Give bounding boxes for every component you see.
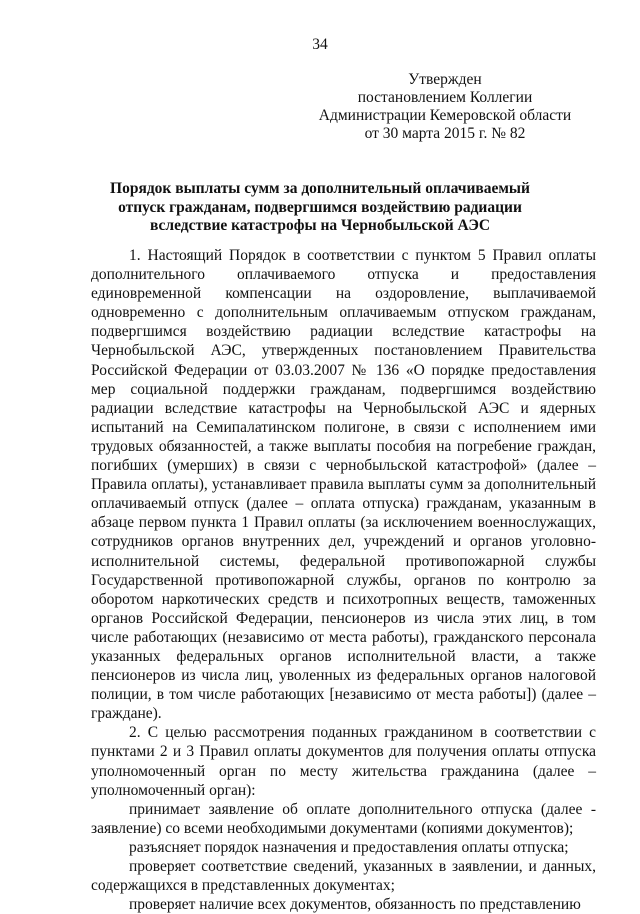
paragraph-item: проверяет наличие всех документов, обязанность по представлению [129,896,581,914]
approval-line: Администрации Кемеровской области [318,107,572,124]
document-body [91,246,596,914]
approval-block [300,71,590,143]
paragraph-1: 1. Настоящий Порядок в соответствии с пунктом 5 Правил оплаты дополнительного оплачиваемого отпуска и предоставления единовременной компенсации на оздоровление, выплачиваемой одновременно с дополнительным оплачиваемым отпуском гражданам, подвергшимся воздействию радиации вследствие катастрофы на Чернобыльской АЭС, утвержденных постановлением Правительства Российской Федерации от 03.03.2007 № 136 «О порядке предоставления мер социальной поддержки гражданам, подвергшимся воздействию радиации вследствие катастрофы на Чернобыльской АЭС и ядерных испытаний на Семипалатинском полигоне, в связи с исполнением ими трудовых обязанностей, а также выплаты пособия на погребение граждан, погибших (умерших) в связи с чернобыльской катастрофой» (далее – Правила оплаты), устанавливает правила выплаты сумм за дополнительный оплачиваемый отпуск (далее – оплата отпуска) гражданам, указанным в абзаце первом пункта 1 Правил оплаты (за исключением военнослужащих, сотрудников органов внутренних дел, учреждений и органов уголовно-исполнительной системы, федеральной противопожарной службы Государственной противопожарной службы, органов по контролю за оборотом наркотических средств и психотропных веществ, таможенных органов Российской Федерации, пенсионеров из числа этих лиц, в том числе работающих (независимо от места работы), гражданского персонала указанных федеральных органов исполнительной власти, а также пенсионеров из числа лиц, уволенных из федеральных органов налоговой полиции, в том числе работающих [независимо от места работы]) (далее – граждане). [91,247,596,723]
paragraph-2: 2. С целью рассмотрения поданных гражданином в соответствии с пунктами 2 и 3 Правил оплаты документов для получения оплаты отпуска уполномоченный орган по месту жительства гражданина (далее – уполномоченный орган): [91,724,596,799]
paragraph-item: проверяет соответствие сведений, указанных в заявлении, и данных, содержащихся в представленных документах; [91,858,596,895]
approval-line: постановлением Коллегии [357,89,533,106]
approval-line: от 30 марта 2015 г. № 82 [364,125,526,142]
page-number: 34 [312,36,328,53]
paragraph-item: разъясняет порядок назначения и предоставления оплаты отпуска; [129,838,569,856]
approval-line: Утвержден [408,71,482,88]
document-title: Порядок выплаты сумм за дополнительный оплачиваемый отпуск гражданам, подвергшимся воздействию радиации вследствие катастрофы на Чернобыльской АЭС [110,180,530,234]
paragraph-item: принимает заявление об оплате дополнительного отпуска (далее - заявление) со всеми необходимыми документами (копиями документов); [91,800,596,837]
